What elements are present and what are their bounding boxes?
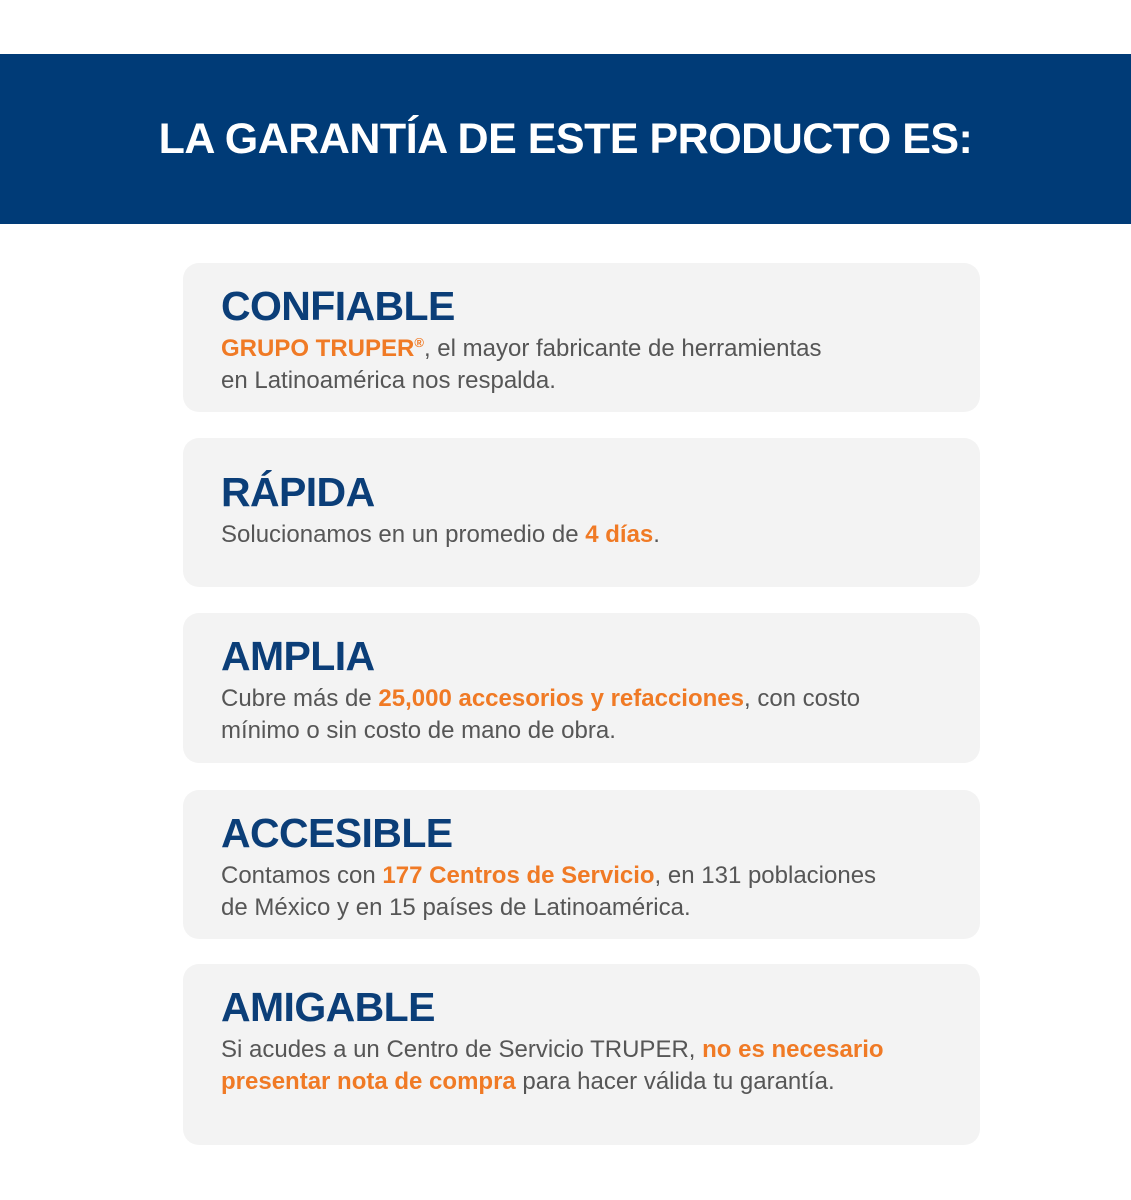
brand-name: GRUPO TRUPER® — [221, 335, 424, 362]
card-confiable — [183, 263, 980, 412]
card-title: CONFIABLE — [221, 283, 455, 329]
card-title: ACCESIBLE — [221, 810, 453, 856]
highlight-text: 177 Centros de Servicio — [382, 862, 655, 889]
card-accesible — [183, 790, 980, 939]
header-banner — [0, 54, 1131, 224]
card-description: GRUPO TRUPER®, el mayor fabricante de herramientas en Latinoamérica nos respalda. — [221, 335, 822, 394]
page-title: LA GARANTÍA DE ESTE PRODUCTO ES: — [158, 114, 973, 163]
card-title: AMIGABLE — [221, 984, 435, 1030]
card-description: Si acudes a un Centro de Servicio TRUPER, no es necesario presentar nota de compra para hacer válida tu garantía. — [221, 1036, 884, 1095]
highlight-text: 25,000 accesorios y refacciones — [378, 685, 744, 712]
highlight-text: no es necesario — [702, 1036, 884, 1063]
card-rapida — [183, 438, 980, 587]
card-amigable — [183, 964, 980, 1145]
card-title: AMPLIA — [221, 633, 375, 679]
registered-mark: ® — [414, 335, 424, 350]
card-title: RÁPIDA — [221, 469, 375, 515]
highlight-text: 4 días — [585, 521, 654, 548]
card-amplia — [183, 613, 980, 763]
card-description: Cubre más de 25,000 accesorios y refacciones, con costo mínimo o sin costo de mano de obra. — [221, 685, 861, 744]
card-description: Solucionamos en un promedio de 4 días. — [221, 521, 660, 548]
card-description: Contamos con 177 Centros de Servicio, en 131 poblaciones de México y en 15 países de Latinoamérica. — [221, 862, 877, 921]
highlight-text: presentar nota de compra — [221, 1068, 516, 1095]
